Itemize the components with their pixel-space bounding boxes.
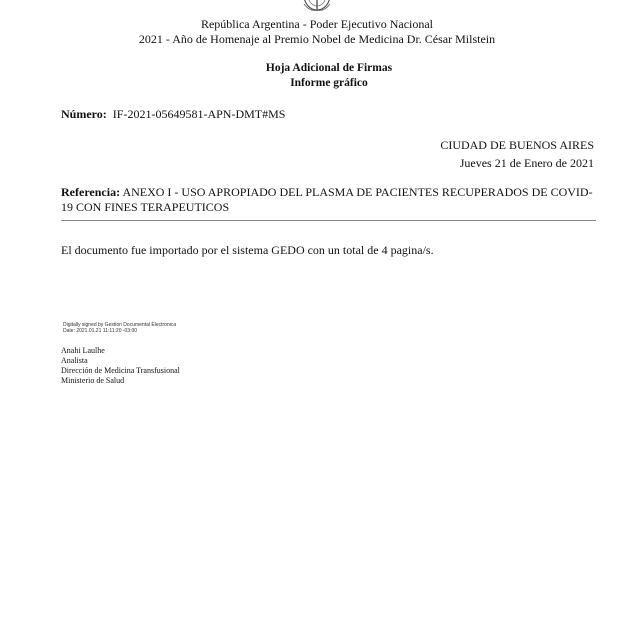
location-city: CIUDAD DE BUENOS AIRES (440, 138, 594, 152)
coat-of-arms-icon (300, 0, 334, 12)
header-year-motto: 2021 - Año de Homenaje al Premio Nobel de Medicina Dr. César Milstein (138, 32, 496, 46)
signer-name: Anahi Laulhe (61, 346, 105, 355)
signer-block (61, 346, 180, 386)
page-title: Hoja Adicional de Firmas (265, 62, 393, 74)
signature-signed-by: Digitally signed by Gestion Documental Electronica (63, 322, 177, 328)
signer-role: Analista (61, 356, 88, 365)
signature-date: Date: 2021.01.21 11:11:20 -03:00 (63, 327, 138, 334)
signer-department: Dirección de Medicina Transfusional (61, 366, 180, 375)
document-number-value: IF-2021-05649581-APN-DMT#MS (112, 107, 286, 121)
document-number (61, 107, 285, 122)
header-country: República Argentina - Poder Ejecutivo Nacional (200, 17, 434, 31)
reference-text: ANEXO I - USO APROPIADO DEL PLASMA DE PACIENTES RECUPERADOS DE COVID-19 CON FINES TERAPEUTICOS (61, 185, 593, 214)
signer-ministry: Ministerio de Salud (61, 376, 125, 385)
page-subtitle: Informe gráfico (290, 77, 368, 89)
body-text: El documento fue importado por el sistema GEDO con un total de 4 pagina/s. (61, 243, 434, 257)
reference (61, 185, 601, 215)
digital-signature-stamp (63, 323, 176, 334)
divider (61, 220, 596, 221)
reference-label: Referencia: (61, 185, 121, 199)
document-number-label: Número: (61, 107, 107, 121)
document-date: Jueves 21 de Enero de 2021 (459, 156, 594, 170)
